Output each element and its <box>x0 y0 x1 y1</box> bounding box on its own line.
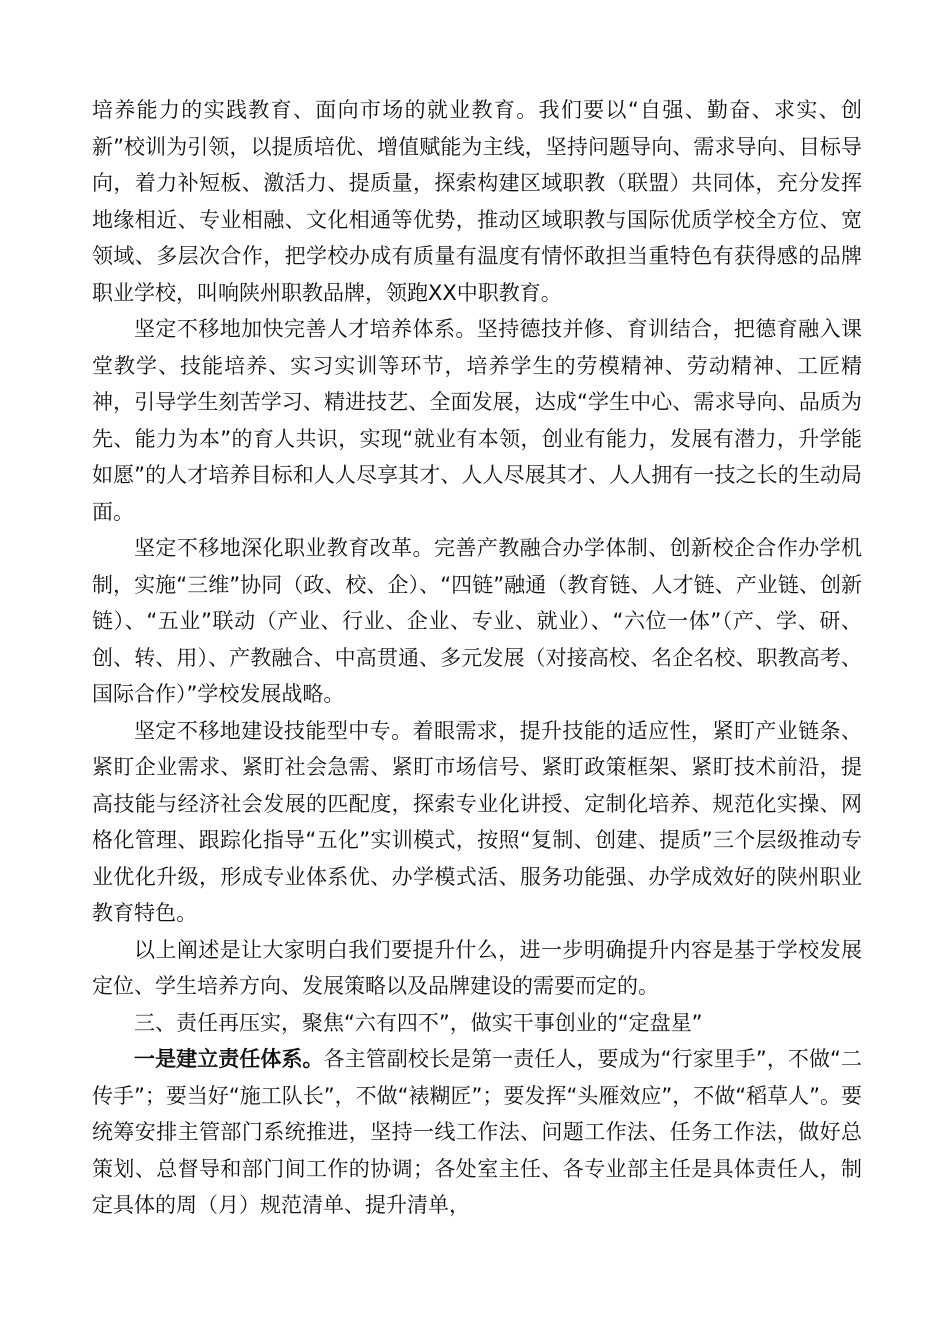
paragraph-2 <box>92 311 862 530</box>
paragraph-text: 坚定不移地加快完善人才培养体系。坚持德技并修、育训结合，把德育融入课堂教学、技能培养、实习实训等环节，培养学生的劳模精神、劳动精神、工匠精神，引导学生刻苦学习、精进技艺、全面发展，达成“学生中心、需求导向、品质为先、能力为本”的育人共识，实现“就业有本领，创业有能力，发展有潜力，升学能如愿”的人才培养目标和人人尽享其才、人人尽展其才、人人拥有一技之长的生动局面。 <box>92 317 862 524</box>
paragraph-text: 坚定不移地建设技能型中专。着眼需求，提升技能的适应性，紧盯产业链条、紧盯企业需求、紧盯社会急需、紧盯市场信号、紧盯政策框架、紧盯技术前沿，提高技能与经济社会发展的匹配度，探索专业化讲授、定制化培养、规范化实操、网格化管理、跟踪化指导“五化”实训模式，按照“复制、创建、提质”三个层级推动专业优化升级，形成专业体系优、办学模式活、服务功能强、办学成效好的陕州职业教育特色。 <box>92 718 862 925</box>
paragraph-text: 各主管副校长是第一责任人，要成为“行家里手”，不做“二传手”；要当好“施工队长”，不做“裱糊匠”；要发挥“头雁效应”，不做“稻草人”。要统筹安排主管部门系统推进，坚持一线工作法、问题工作法、任务工作法，做好总策划、总督导和部门间工作的协调；各处室主任、各专业部主任是具体责任人，制定具体的周（月）规范清单、提升清单， <box>92 1047 862 1217</box>
paragraph-5 <box>92 932 862 1005</box>
paragraph-3 <box>92 530 862 713</box>
paragraph-text: 坚定不移地深化职业教育改革。完善产教融合办学体制、创新校企合作办学机制，实施“三维”协同（政、校、企）、“四链”融通（教育链、人才链、产业链、创新链）、“五业”联动（产业、行业、企业、专业、就业）、“六位一体”（产、学、研、创、转、用）、产教融合、中高贯通、多元发展（对接高校、名企名校、职教高考、国际合作）”学校发展战略。 <box>92 536 862 706</box>
paragraph-text: 培养能力的实践教育、面向市场的就业教育。我们要以“自强、勤奋、求实、创新”校训为引领，以提质培优、增值赋能为主线，坚持问题导向、需求导向、目标导向，着力补短板、激活力、提质量，探索构建区域职教（联盟）共同体，充分发挥地缘相近、专业相融、文化相通等优势，推动区域职教与国际优质学校全方位、宽领域、多层次合作，把学校办成有质量有温度有情怀敢担当重特色有获得感的品牌职业学校，叫响陕州职教品牌，领跑XX中职教育。 <box>92 98 862 305</box>
section-heading-text: 三、责任再压实，聚焦“六有四不”，做实干事创业的“定盘星” <box>134 1010 703 1035</box>
paragraph-lead: 一是建立责任体系。 <box>134 1047 324 1071</box>
paragraph-text: 以上阐述是让大家明白我们要提升什么，进一步明确提升内容是基于学校发展定位、学生培养方向、发展策略以及品牌建设的需要而定的。 <box>92 937 862 998</box>
section-heading <box>92 1005 862 1042</box>
paragraph-1 <box>92 92 862 311</box>
paragraph-7 <box>92 1041 862 1224</box>
paragraph-4 <box>92 713 862 932</box>
